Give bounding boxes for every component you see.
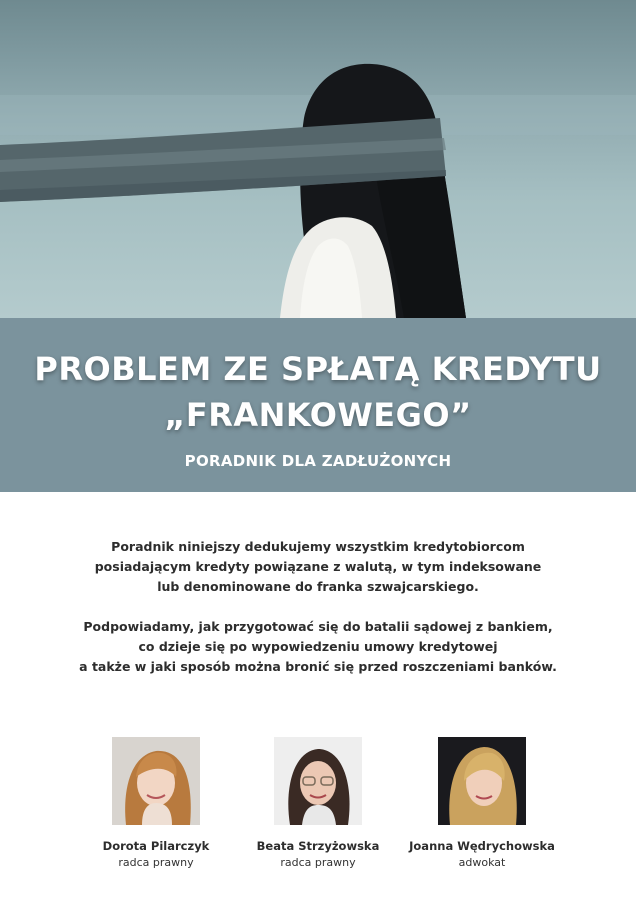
title-line-2: „FRANKOWEGO” xyxy=(164,396,472,434)
intro-line: lub denominowane do franka szwajcarskiego. xyxy=(157,579,479,594)
intro-line: Poradnik niniejszy dedukujemy wszystkim kredytobiorcom xyxy=(111,539,525,554)
intro-paragraph-1 xyxy=(30,537,606,597)
cover-photo xyxy=(0,0,636,318)
intro-line: co dzieje się po wypowiedzeniu umowy kredytowej xyxy=(138,639,498,654)
intro-line: a także w jaki sposób można bronić się przed roszczeniami banków. xyxy=(79,659,557,674)
intro-paragraph-2 xyxy=(30,617,606,677)
intro-line: Podpowiadamy, jak przygotować się do batalii sądowej z bankiem, xyxy=(83,619,553,634)
author-photo xyxy=(438,737,526,825)
title-banner xyxy=(0,318,636,492)
author-card xyxy=(233,737,403,869)
authors-section xyxy=(0,737,636,877)
author-name: Dorota Pilarczyk xyxy=(102,839,210,853)
author-name: Joanna Wędrychowska xyxy=(409,839,555,853)
intro-line: posiadającym kredyty powiązane z walutą, w tym indeksowane xyxy=(94,559,542,574)
author-name: Beata Strzyżowska xyxy=(256,839,380,853)
portrait-image xyxy=(274,737,362,825)
portrait-image xyxy=(438,737,526,825)
author-card xyxy=(71,737,241,869)
blindfolded-woman-illustration xyxy=(0,0,636,318)
author-role: adwokat xyxy=(458,856,506,869)
portrait-image xyxy=(112,737,200,825)
subtitle: PORADNIK DLA ZADŁUŻONYCH xyxy=(184,452,452,470)
author-card xyxy=(397,737,567,869)
author-role: radca prawny xyxy=(280,856,356,869)
author-photo xyxy=(274,737,362,825)
intro-text xyxy=(30,537,606,697)
author-photo xyxy=(112,737,200,825)
title-line-1: PROBLEM ZE SPŁATĄ KREDYTU xyxy=(34,350,602,388)
author-role: radca prawny xyxy=(118,856,194,869)
